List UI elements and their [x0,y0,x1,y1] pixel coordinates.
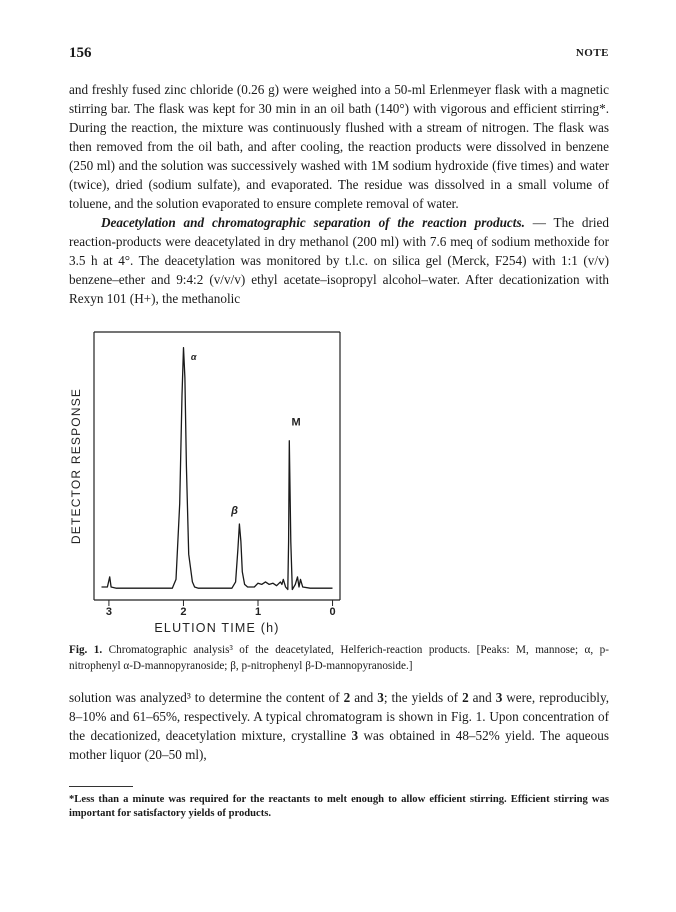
body-text-top [69,80,609,308]
compound-2-ref: 2 [343,690,351,705]
body-text-bottom [69,688,609,764]
chromatogram-trace [102,348,333,590]
page-number: 156 [69,45,92,61]
p3-part-e: were, reproducibly, 8–10% and 61–65%, respectively. A typical chromatogram is shown in Fig. 1. Upon concentration of the decationized, deacetylation mixture, crystalline [69,690,609,743]
plot-frame [94,332,340,600]
compound-3-ref: 3 [377,690,384,705]
chromatogram-chart [62,318,362,638]
running-head: NOTE [575,47,609,59]
compound-3-ref: 3 [495,690,503,705]
p3-part-c: ; the yields of [383,690,463,705]
footnote-rule [69,786,133,787]
peak-label-beta: β [231,504,238,517]
footnote: *Less than a minute was required for the reactants to melt enough to allow efficient stirring. Efficient stirring was important for satisfactory yields of products. [69,794,609,819]
figure-caption [69,642,609,674]
paragraph-2-text: The dried reaction-products were deacetylated in dry methanol (200 ml) with 7.6 meq of sodium methoxide for 3.5 h at 4°. The deacetylation was monitored by t.l.c. on silica gel (Merck, F254) with 1:1 (v/v) benzene–ether and 9:4:2 (v/v/v) ethyl acetate–isopropyl alcohol–water. After decationization with Rexyn 101 (H+), the methanolic [69,215,610,306]
p3-part-d: and [468,690,496,705]
paragraph-2 [69,213,609,308]
x-tick-label: 2 [180,606,187,618]
peak-label-alpha: α [190,352,197,363]
p3-part-a: solution was analyzed³ to determine the content of [69,690,344,705]
compound-3-ref: 3 [351,728,359,743]
compound-2-ref: 2 [462,690,469,705]
paragraph-1: and freshly fused zinc chloride (0.26 g) were weighed into a 50-ml Erlenmeyer flask with a magnetic stirring bar. The flask was kept for 30 min in an oil bath (140°) with vigorous and efficient stirring*. During the reaction, the mixture was continuously flushed with a stream of nitrogen. The flask was then removed from the oil bath, and after cooling, the reaction products were dissolved in benzene (250 ml) and the solution was successively washed with 1M sodium hydroxide (five times) and water (twice), dried (sodium sulfate), and evaporated. The residue was dissolved in a small volume of toluene, and the solution evaporated to ensure complete removal of water. [69,82,609,211]
peak-annotations [191,352,301,517]
x-tick-label: 3 [105,606,112,618]
x-tick-label: 0 [329,606,336,618]
caption-text: Chromatographic analysis³ of the deacetylated, Helferich-reaction products. [Peaks: M, mannose; α, p-nitrophenyl α-D-mannopyranoside; β, p-nitrophenyl β-D-mannopyranoside.] [69,644,610,672]
x-tick-label: 1 [254,606,262,618]
y-axis-label: DETECTOR RESPONSE [69,387,83,545]
peak-label-mannose: M [291,416,301,429]
caption-label: Fig. 1. [69,644,103,656]
chromatogram-figure [62,318,362,643]
paragraph-3 [69,688,609,764]
x-ticks [106,600,336,618]
section-dash: — [524,215,554,230]
p3-part-b: and [350,690,378,705]
p3-part-f: was obtained in 48–52% yield. The aqueous mother liquor (20–50 ml), [69,728,609,762]
page-header [69,45,609,65]
x-axis-label: ELUTION TIME (h) [154,621,280,635]
section-title: Deacetylation and chromatographic separation of the reaction products. [101,215,525,230]
